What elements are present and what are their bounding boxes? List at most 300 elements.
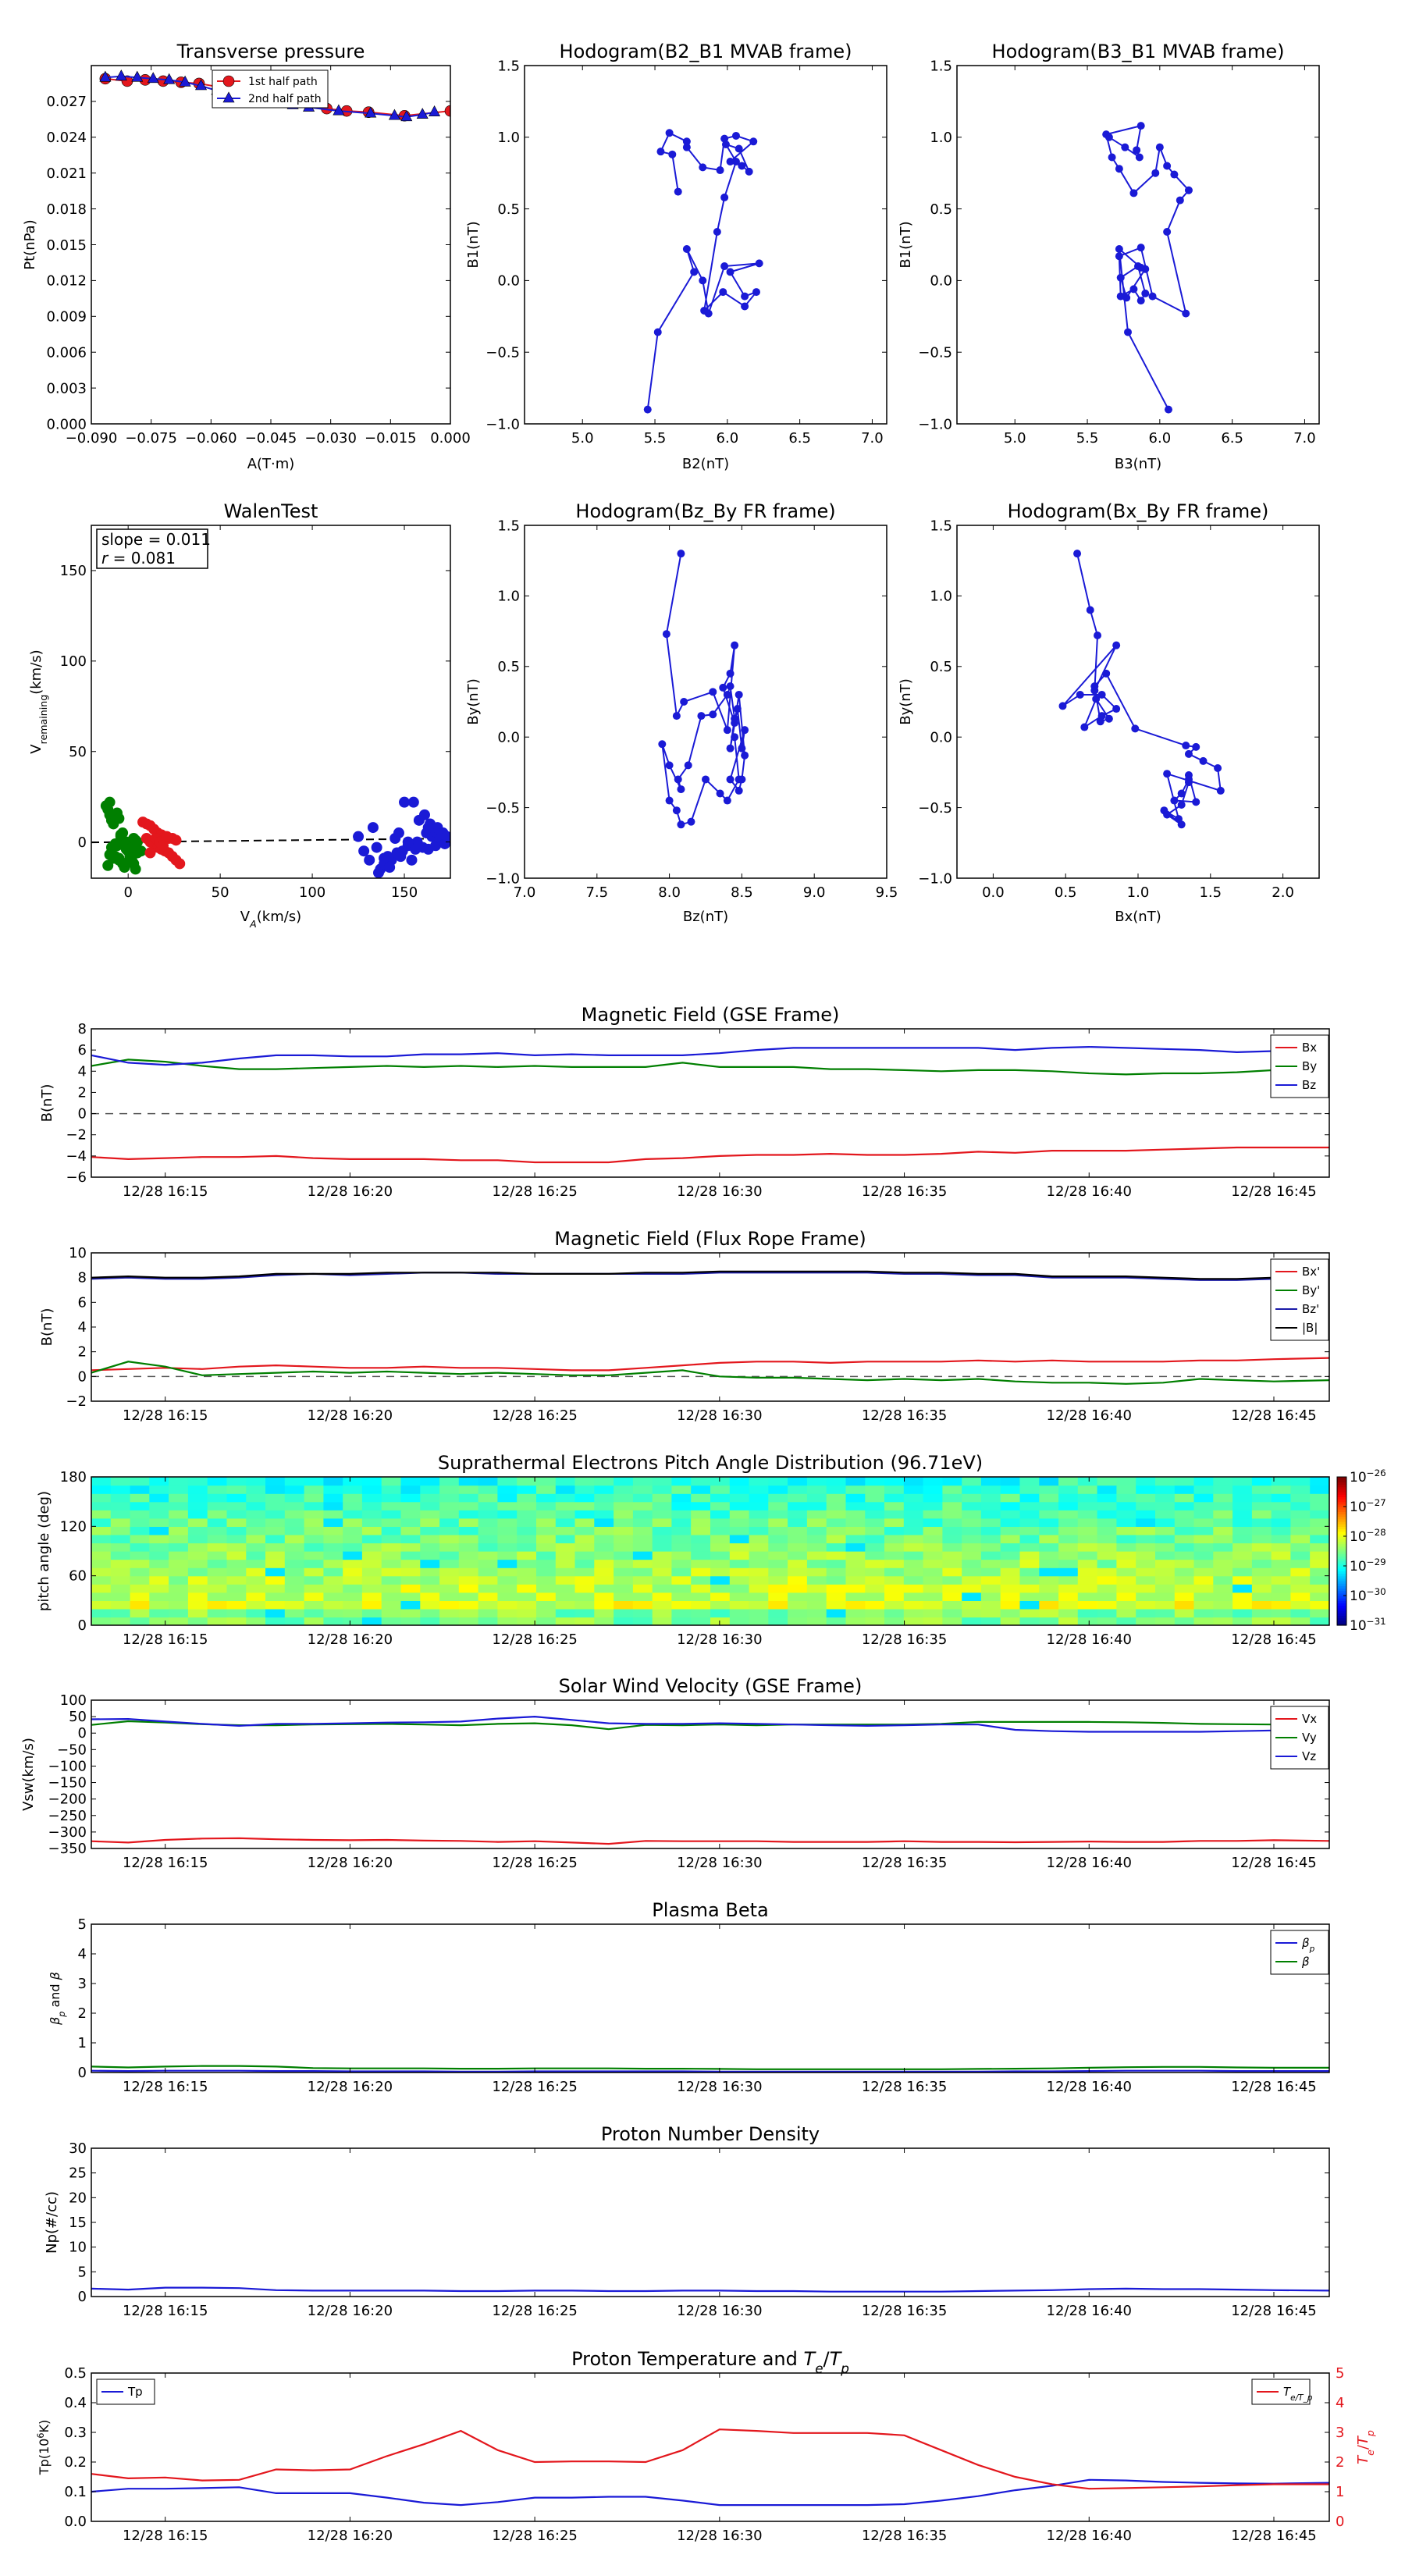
heatmap-cell	[382, 1493, 401, 1502]
data-point	[680, 698, 688, 706]
heatmap-cell	[730, 1526, 749, 1535]
heatmap-cell	[1136, 1518, 1155, 1527]
heatmap-cell	[671, 1493, 691, 1502]
y-tick-label: −300	[48, 1823, 87, 1841]
heatmap-cell	[942, 1551, 962, 1560]
heatmap-cell	[111, 1584, 130, 1592]
heatmap-cell	[439, 1584, 459, 1592]
heatmap-cell	[788, 1510, 807, 1518]
heatmap-cell	[1194, 1576, 1214, 1585]
heatmap-cell	[1213, 1584, 1232, 1592]
heatmap-cell	[1058, 1477, 1078, 1485]
heatmap-cell	[169, 1609, 188, 1617]
heatmap-cell	[594, 1609, 614, 1617]
y-tick-label: 0	[77, 1617, 87, 1634]
heatmap-cell	[130, 1551, 150, 1560]
heatmap-cell	[304, 1584, 324, 1592]
heatmap-cell	[111, 1535, 130, 1543]
heatmap-cell	[942, 1592, 962, 1601]
y-tick-label-right: 1	[1336, 2484, 1345, 2500]
data-point	[699, 163, 706, 171]
heatmap-cell	[227, 1493, 247, 1502]
heatmap-cell	[904, 1535, 923, 1543]
heatmap-cell	[1136, 1502, 1155, 1510]
heatmap-cell	[169, 1584, 188, 1592]
heatmap-cell	[1039, 1535, 1058, 1543]
heatmap-cell	[1058, 1600, 1078, 1609]
heatmap-cell	[1290, 1560, 1310, 1568]
heatmap-cell	[614, 1542, 633, 1551]
heatmap-cell	[1001, 1576, 1020, 1585]
data-point	[720, 135, 728, 143]
heatmap-cell	[343, 1560, 362, 1568]
x-tick-label: 5.5	[1076, 430, 1099, 447]
data-point	[130, 834, 141, 845]
heatmap-cell	[362, 1576, 382, 1585]
heatmap-cell	[594, 1567, 614, 1576]
heatmap-cell	[149, 1502, 169, 1510]
heatmap-cell	[730, 1485, 749, 1494]
y-tick-label: 20	[69, 2190, 87, 2207]
heatmap-cell	[536, 1485, 556, 1494]
heatmap-cell	[1116, 1592, 1136, 1601]
data-point	[656, 148, 664, 155]
x-tick-label: 12/28 16:30	[677, 1855, 763, 1871]
heatmap-cell	[1252, 1526, 1272, 1535]
heatmap-cell	[1272, 1510, 1291, 1518]
heatmap-cell	[768, 1493, 788, 1502]
heatmap-cell	[188, 1485, 208, 1494]
heatmap-cell	[536, 1510, 556, 1518]
heatmap-cell	[188, 1502, 208, 1510]
heatmap-cell	[827, 1592, 846, 1601]
heatmap-cell	[1020, 1526, 1040, 1535]
heatmap-cell	[497, 1493, 517, 1502]
heatmap-cell	[671, 1518, 691, 1527]
heatmap-cell	[246, 1567, 265, 1576]
x-tick-label: 12/28 16:40	[1046, 1183, 1133, 1200]
x-tick-label: 12/28 16:40	[1046, 2303, 1133, 2319]
heatmap-cell	[904, 1592, 923, 1601]
heatmap-cell	[633, 1567, 653, 1576]
heatmap-cell	[730, 1535, 749, 1543]
y-axis-label: B1(nT)	[465, 221, 482, 269]
heatmap-cell	[208, 1609, 227, 1617]
x-tick-label: 12/28 16:15	[122, 2079, 208, 2095]
heatmap-cell	[846, 1551, 866, 1560]
heatmap-cell	[575, 1518, 595, 1527]
heatmap-cell	[1078, 1542, 1097, 1551]
heatmap-cell	[981, 1485, 1001, 1494]
heatmap-cell	[1097, 1609, 1117, 1617]
heatmap-cell	[420, 1535, 439, 1543]
heatmap-cell	[1232, 1493, 1252, 1502]
heatmap-cell	[865, 1485, 884, 1494]
axes-frame	[91, 2373, 1329, 2521]
data-point	[353, 831, 364, 842]
heatmap-cell	[1232, 1477, 1252, 1485]
heatmap-cell	[343, 1502, 362, 1510]
y-tick-label: 0.006	[46, 344, 87, 361]
heatmap-cell	[459, 1502, 478, 1510]
x-tick-label: 12/28 16:45	[1231, 1183, 1317, 1200]
heatmap-cell	[556, 1542, 575, 1551]
heatmap-cell	[981, 1609, 1001, 1617]
heatmap-cell	[169, 1477, 188, 1485]
heatmap-cell	[1020, 1502, 1040, 1510]
heatmap-cell	[730, 1477, 749, 1485]
heatmap-cell	[343, 1567, 362, 1576]
heatmap-cell	[1310, 1477, 1329, 1485]
heatmap-cell	[827, 1502, 846, 1510]
data-point	[162, 831, 173, 842]
heatmap-cell	[1097, 1576, 1117, 1585]
heatmap-cell	[111, 1485, 130, 1494]
heatmap-cell	[188, 1609, 208, 1617]
heatmap-cell	[865, 1535, 884, 1543]
heatmap-cell	[459, 1592, 478, 1601]
heatmap-cell	[420, 1617, 439, 1625]
heatmap-cell	[556, 1584, 575, 1592]
heatmap-cell	[884, 1477, 904, 1485]
x-tick-label: 7.5	[585, 884, 609, 901]
heatmap-cell	[904, 1567, 923, 1576]
heatmap-cell	[149, 1609, 169, 1617]
heatmap-cell	[710, 1600, 730, 1609]
heatmap-cell	[846, 1485, 866, 1494]
colorbar-tick-label: $10^{-28}$	[1350, 1527, 1386, 1545]
heatmap-cell	[1175, 1584, 1194, 1592]
data-point	[677, 820, 685, 828]
heatmap-cell	[459, 1542, 478, 1551]
heatmap-cell	[1058, 1518, 1078, 1527]
heatmap-cell	[614, 1526, 633, 1535]
heatmap-cell	[246, 1617, 265, 1625]
heatmap-cell	[536, 1567, 556, 1576]
data-point	[1141, 290, 1149, 297]
heatmap-cell	[1155, 1617, 1175, 1625]
heatmap-cell	[1213, 1518, 1232, 1527]
data-point	[1115, 245, 1123, 253]
heatmap-cell	[149, 1584, 169, 1592]
y-tick-label: 60	[69, 1567, 87, 1585]
heatmap-cell	[846, 1535, 866, 1543]
heatmap-cell	[749, 1600, 769, 1609]
data-point	[720, 194, 728, 201]
data-point	[1200, 757, 1208, 765]
heatmap-cell	[981, 1535, 1001, 1543]
heatmap-cell	[343, 1609, 362, 1617]
heatmap-cell	[923, 1609, 943, 1617]
heatmap-cell	[227, 1609, 247, 1617]
heatmap-cell	[788, 1477, 807, 1485]
heatmap-cell	[517, 1576, 536, 1585]
heatmap-cell	[594, 1493, 614, 1502]
heatmap-cell	[420, 1592, 439, 1601]
series-line	[91, 1358, 1329, 1371]
x-tick-label: 6.0	[716, 430, 739, 447]
heatmap-cell	[904, 1576, 923, 1585]
heatmap-cell	[130, 1535, 150, 1543]
heatmap-cell	[633, 1510, 653, 1518]
heatmap-cell	[265, 1485, 285, 1494]
heatmap-cell	[382, 1510, 401, 1518]
heatmap-cell	[188, 1518, 208, 1527]
x-tick-label: 12/28 16:45	[1231, 1407, 1317, 1424]
legend-label: By	[1302, 1059, 1318, 1073]
heatmap-cell	[749, 1567, 769, 1576]
heatmap-cell	[846, 1510, 866, 1518]
x-tick-label: 150	[390, 884, 418, 901]
y-tick-label: −250	[48, 1807, 87, 1824]
data-point	[1136, 154, 1144, 162]
heatmap-cell	[594, 1526, 614, 1535]
heatmap-cell	[169, 1551, 188, 1560]
x-tick-label: 7.0	[513, 884, 536, 901]
heatmap-cell	[865, 1551, 884, 1560]
heatmap-cell	[208, 1600, 227, 1609]
heatmap-cell	[1155, 1477, 1175, 1485]
axes-frame	[91, 2148, 1329, 2297]
heatmap-cell	[1290, 1551, 1310, 1560]
heatmap-cell	[923, 1510, 943, 1518]
heatmap-cell	[420, 1477, 439, 1485]
heatmap-cell	[807, 1526, 827, 1535]
heatmap-cell	[671, 1567, 691, 1576]
heatmap-cell	[130, 1617, 150, 1625]
heatmap-cell	[1232, 1609, 1252, 1617]
heatmap-cell	[401, 1526, 421, 1535]
heatmap-cell	[633, 1485, 653, 1494]
legend-label: 1st half path	[248, 76, 318, 88]
heatmap-cell	[807, 1542, 827, 1551]
x-tick-label: 12/28 16:25	[492, 2528, 578, 2544]
x-tick-label: −0.090	[65, 430, 118, 447]
heatmap-cell	[362, 1592, 382, 1601]
heatmap-cell	[169, 1493, 188, 1502]
heatmap-cell	[594, 1617, 614, 1625]
series-line	[648, 133, 759, 409]
heatmap-cell	[1232, 1510, 1252, 1518]
heatmap-cell	[827, 1551, 846, 1560]
heatmap-cell	[439, 1535, 459, 1543]
heatmap-cell	[188, 1560, 208, 1568]
heatmap-cell	[1001, 1584, 1020, 1592]
heatmap-cell	[653, 1600, 672, 1609]
heatmap-cell	[1175, 1600, 1194, 1609]
heatmap-cell	[1020, 1510, 1040, 1518]
heatmap-cell	[285, 1560, 304, 1568]
heatmap-cell	[343, 1477, 362, 1485]
heatmap-cell	[1039, 1502, 1058, 1510]
heatmap-cell	[1232, 1617, 1252, 1625]
y-tick-label: −2	[66, 1393, 87, 1410]
heatmap-cell	[653, 1526, 672, 1535]
heatmap-cell	[1136, 1600, 1155, 1609]
data-point	[1102, 670, 1110, 678]
heatmap-cell	[594, 1542, 614, 1551]
heatmap-cell	[1020, 1576, 1040, 1585]
heatmap-cell	[904, 1477, 923, 1485]
heatmap-cell	[1272, 1551, 1291, 1560]
data-point	[1117, 293, 1125, 301]
heatmap-cell	[1213, 1560, 1232, 1568]
heatmap-cell	[536, 1617, 556, 1625]
heatmap-cell	[362, 1542, 382, 1551]
x-tick-label: 5.0	[1003, 430, 1026, 447]
heatmap-cell	[1272, 1609, 1291, 1617]
y-tick-label: 1.5	[497, 58, 520, 75]
data-point	[673, 712, 681, 720]
y-tick-label: 4	[77, 1946, 87, 1962]
heatmap-cell	[1136, 1551, 1155, 1560]
heatmap-cell	[130, 1526, 150, 1535]
data-point	[1165, 406, 1172, 414]
data-point	[741, 293, 749, 301]
heatmap-cell	[304, 1617, 324, 1625]
heatmap-cell	[942, 1600, 962, 1609]
heatmap-cell	[730, 1567, 749, 1576]
y-tick-label: −4	[66, 1147, 87, 1165]
y-axis-label: $\beta_p$ and β	[48, 1972, 67, 2025]
heatmap-cell	[149, 1535, 169, 1543]
heatmap-cell	[1078, 1617, 1097, 1625]
heatmap-cell	[1155, 1542, 1175, 1551]
x-tick-label: 5.0	[571, 430, 594, 447]
heatmap-cell	[188, 1567, 208, 1576]
heatmap-cell	[1001, 1526, 1020, 1535]
x-tick-label: 1.5	[1199, 884, 1222, 901]
y-tick-label: −50	[57, 1742, 87, 1759]
heatmap-cell	[439, 1510, 459, 1518]
heatmap-cell	[1252, 1609, 1272, 1617]
heatmap-cell	[691, 1542, 710, 1551]
heatmap-cell	[653, 1551, 672, 1560]
heatmap-cell	[594, 1600, 614, 1609]
heatmap-cell	[1290, 1510, 1310, 1518]
legend-label: By'	[1302, 1283, 1321, 1297]
heatmap-cell	[265, 1576, 285, 1585]
heatmap-cell	[653, 1477, 672, 1485]
data-point	[1112, 705, 1120, 713]
heatmap-cell	[439, 1576, 459, 1585]
heatmap-cell	[1252, 1542, 1272, 1551]
heatmap-cell	[420, 1502, 439, 1510]
y-tick-label: 50	[69, 744, 87, 761]
heatmap-cell	[1252, 1477, 1272, 1485]
heatmap-cell	[1039, 1493, 1058, 1502]
heatmap-cell	[846, 1493, 866, 1502]
heatmap-cell	[710, 1510, 730, 1518]
heatmap-cell	[478, 1518, 498, 1527]
heatmap-cell	[304, 1526, 324, 1535]
heatmap-cell	[246, 1535, 265, 1543]
heatmap-cell	[285, 1510, 304, 1518]
heatmap-cell	[420, 1609, 439, 1617]
heatmap-cell	[169, 1526, 188, 1535]
legend-box	[1271, 1930, 1329, 1974]
heatmap-cell	[749, 1535, 769, 1543]
heatmap-cell	[768, 1584, 788, 1592]
axes-frame	[91, 1924, 1329, 2073]
heatmap-cell	[981, 1542, 1001, 1551]
data-point	[724, 726, 731, 734]
y-axis-label: $V_{remaining}(km/s)$	[28, 649, 49, 754]
heatmap-cell	[788, 1567, 807, 1576]
heatmap-cell	[1194, 1485, 1214, 1494]
y-tick-label: −200	[48, 1791, 87, 1808]
heatmap-cell	[807, 1518, 827, 1527]
heatmap-cell	[556, 1617, 575, 1625]
data-point	[116, 70, 126, 80]
heatmap-cell	[865, 1576, 884, 1585]
heatmap-cell	[962, 1542, 981, 1551]
heatmap-cell	[1232, 1535, 1252, 1543]
heatmap-cell	[575, 1600, 595, 1609]
heatmap-cell	[884, 1617, 904, 1625]
heatmap-cell	[981, 1526, 1001, 1535]
colorbar-tick-label: $10^{-26}$	[1350, 1468, 1386, 1485]
axes-frame	[525, 525, 887, 878]
heatmap-cell	[1310, 1584, 1329, 1592]
heatmap-cell	[401, 1609, 421, 1617]
heatmap-cell	[208, 1502, 227, 1510]
heatmap-cell	[188, 1617, 208, 1625]
heatmap-cell	[962, 1576, 981, 1585]
heatmap-cell	[633, 1560, 653, 1568]
heatmap-cell	[459, 1617, 478, 1625]
y-tick-label: 0.5	[930, 201, 952, 218]
heatmap-cell	[942, 1510, 962, 1518]
data-point	[720, 262, 728, 270]
heatmap-cell	[149, 1485, 169, 1494]
slope-annotation: slope = 0.011	[101, 530, 211, 549]
heatmap-cell	[1078, 1477, 1097, 1485]
heatmap-cell	[478, 1477, 498, 1485]
heatmap-cell	[1213, 1567, 1232, 1576]
heatmap-cell	[91, 1592, 111, 1601]
heatmap-cell	[149, 1510, 169, 1518]
heatmap-cell	[246, 1502, 265, 1510]
heatmap-cell	[1058, 1510, 1078, 1518]
heatmap-cell	[749, 1477, 769, 1485]
heatmap-cell	[1039, 1510, 1058, 1518]
y-tick-label: 0.3	[64, 2425, 87, 2441]
x-tick-label: 12/28 16:25	[492, 1631, 578, 1648]
heatmap-cell	[497, 1600, 517, 1609]
heatmap-cell	[575, 1535, 595, 1543]
heatmap-cell	[827, 1535, 846, 1543]
heatmap-cell	[323, 1485, 343, 1494]
heatmap-cell	[420, 1493, 439, 1502]
heatmap-cell	[111, 1576, 130, 1585]
x-tick-label: 12/28 16:25	[492, 1855, 578, 1871]
heatmap-cell	[343, 1526, 362, 1535]
heatmap-cell	[517, 1567, 536, 1576]
heatmap-cell	[382, 1526, 401, 1535]
heatmap-cell	[653, 1584, 672, 1592]
y-tick-label: 0.003	[46, 380, 87, 397]
heatmap-cell	[1155, 1535, 1175, 1543]
heatmap-cell	[343, 1518, 362, 1527]
heatmap-cell	[91, 1560, 111, 1568]
heatmap-cell	[942, 1477, 962, 1485]
heatmap-cell	[1310, 1485, 1329, 1494]
heatmap-cell	[923, 1567, 943, 1576]
heatmap-cell	[942, 1542, 962, 1551]
heatmap-cell	[1252, 1592, 1272, 1601]
heatmap-cell	[1039, 1477, 1058, 1485]
